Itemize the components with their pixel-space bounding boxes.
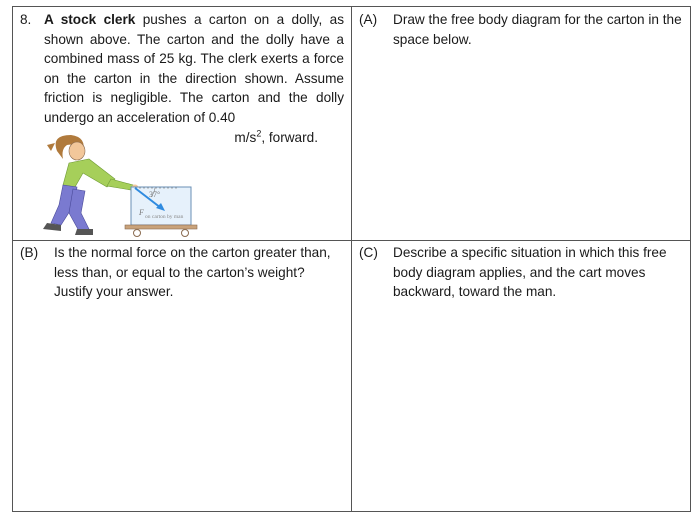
- part-a-label: (A): [359, 12, 378, 27]
- part-c-cell: [359, 243, 685, 302]
- force-symbol: F: [139, 208, 144, 217]
- question-text: [44, 10, 344, 147]
- stock-clerk-figure: [43, 135, 139, 235]
- question-bold-lead: A stock clerk: [44, 12, 136, 27]
- question-number: 8.: [20, 12, 32, 27]
- part-c-label: (C): [359, 245, 378, 260]
- dolly-platform: [125, 225, 197, 229]
- column-divider: [351, 7, 352, 511]
- part-a-text: Draw the free body diagram for the carton in the space below.: [393, 12, 682, 47]
- part-a-cell: [359, 10, 685, 49]
- part-b-text: Is the normal force on the carton greater than, less than, or equal to the carton’s weight? Justify your answer.: [54, 245, 331, 300]
- dolly-wheel-left: [134, 230, 141, 237]
- accel-tail: , forward.: [261, 129, 318, 145]
- part-b-cell: [20, 243, 344, 302]
- clerk-dolly-figure: [27, 129, 217, 241]
- question-body: pushes a carton on a dolly, as shown above. The carton and the dolly have a combined mass of 25 kg. The clerk exerts a force on the carton in the direction shown. Assume friction is negligible. The carton and the dolly undergo an acceleration of 0.40: [44, 12, 344, 125]
- question-8-cell: [20, 10, 344, 147]
- accel-exponent: 2: [256, 128, 262, 139]
- part-b-label: (B): [20, 245, 39, 260]
- part-c-text: Describe a specific situation in which this free body diagram applies, and the cart moves backward, toward the man.: [393, 245, 667, 300]
- accel-unit: m/s: [234, 129, 257, 145]
- dolly-wheel-right: [182, 230, 189, 237]
- worksheet-table: [12, 6, 691, 512]
- force-subscript: on carton by man: [145, 214, 184, 220]
- angle-label: 37°: [149, 190, 161, 199]
- clerk-dolly-illustration: [27, 129, 217, 241]
